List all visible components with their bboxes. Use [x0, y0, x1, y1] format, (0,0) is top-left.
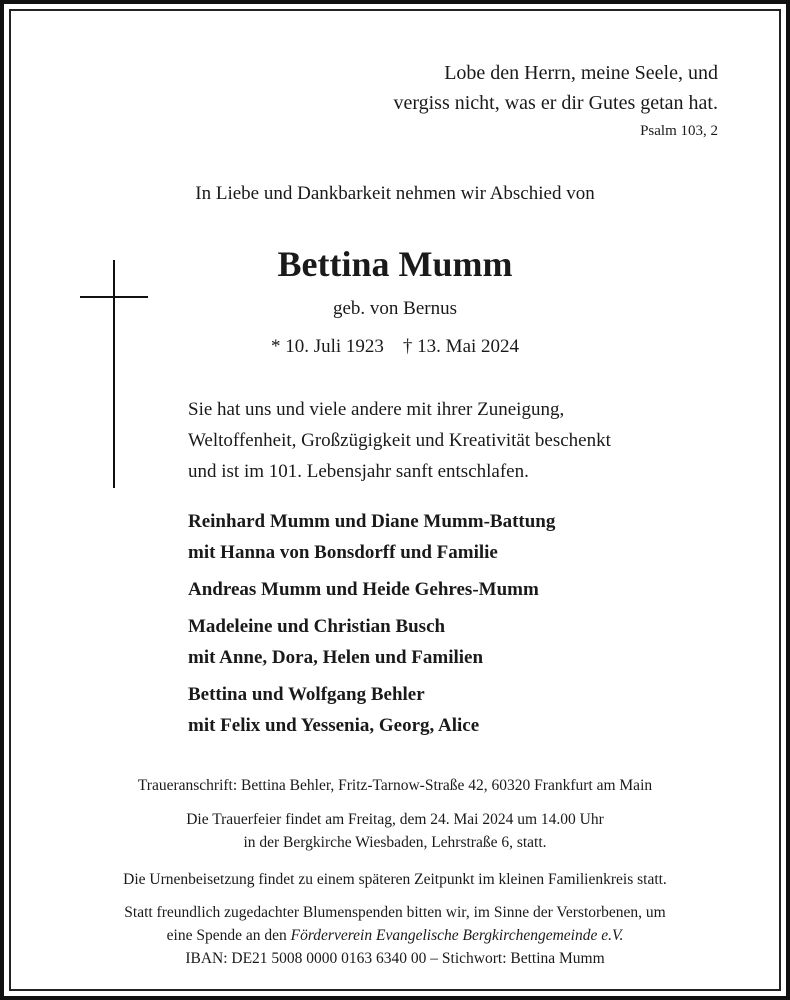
tribute-text [188, 394, 611, 487]
mourner-line: mit Anne, Dora, Helen und Familien [188, 647, 484, 668]
mourner-line: Bettina und Wolfgang Behler [188, 684, 425, 705]
donation-iban: IBAN: DE21 5008 0000 0163 6340 00 – Stichwort: Bettina Mumm [185, 950, 605, 967]
service-line: Die Trauerfeier findet am Freitag, dem 24. Mai 2024 um 14.00 Uhr [186, 811, 604, 828]
mourner-group [188, 611, 555, 673]
donation-line: Statt freundlich zugedachter Blumenspenden bitten wir, im Sinne der Verstorbenen, um [124, 904, 666, 921]
mourner-group [188, 506, 555, 568]
cross-vertical-bar [113, 260, 115, 488]
life-dates [0, 336, 790, 358]
funeral-service-info [0, 808, 790, 854]
mourners-list [188, 506, 555, 747]
deceased-name: Bettina Mumm [277, 244, 513, 284]
mourner-line: mit Hanna von Bonsdorff und Familie [188, 542, 498, 563]
mourner-line: Reinhard Mumm und Diane Mumm-Battung [188, 511, 556, 532]
birth-date: * 10. Juli 1923 [270, 336, 384, 357]
donation-organization: Förderverein Evangelische Bergkirchengemeinde e.V. [290, 927, 624, 944]
intro-text: In Liebe und Dankbarkeit nehmen wir Abschied von [195, 183, 595, 204]
tribute-line: Sie hat uns und viele andere mit ihrer Zuneigung, [188, 399, 565, 420]
tribute-line: und ist im 101. Lebensjahr sanft entschlafen. [188, 461, 529, 482]
mourner-line: Andreas Mumm und Heide Gehres-Mumm [188, 579, 539, 600]
death-date: † 13. Mai 2024 [402, 336, 520, 357]
psalm-line: vergiss nicht, was er dir Gutes getan hat. [393, 92, 718, 114]
donation-prefix: eine Spende an den [166, 927, 291, 944]
mourner-group [188, 574, 555, 605]
psalm-line: Lobe den Herrn, meine Seele, und [444, 62, 718, 84]
psalm-quote [393, 58, 718, 118]
mourning-address: Traueranschrift: Bettina Behler, Fritz-Tarnow-Straße 42, 60320 Frankfurt am Main [137, 777, 653, 794]
service-line: in der Bergkirche Wiesbaden, Lehrstraße 6, statt. [243, 834, 547, 851]
mourner-line: mit Felix und Yessenia, Georg, Alice [188, 715, 480, 736]
mourner-line: Madeleine und Christian Busch [188, 616, 446, 637]
mourner-group [188, 679, 555, 741]
urn-burial-info: Die Urnenbeisetzung findet zu einem späteren Zeitpunkt im kleinen Familienkreis statt. [123, 871, 667, 888]
maiden-name: geb. von Bernus [332, 298, 457, 319]
donation-request [0, 901, 790, 970]
donation-line [0, 924, 790, 947]
tribute-line: Weltoffenheit, Großzügigkeit und Kreativität beschenkt [188, 430, 611, 451]
psalm-reference: Psalm 103, 2 [640, 123, 718, 139]
